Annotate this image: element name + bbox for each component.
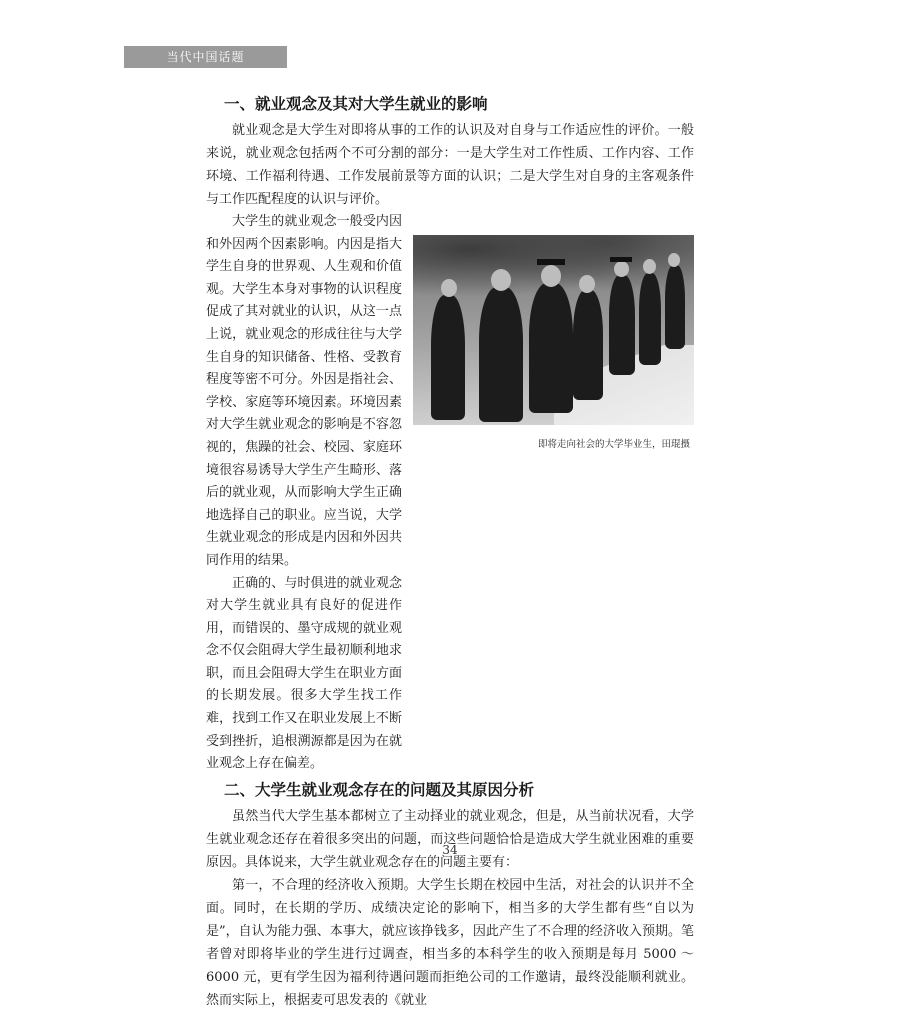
running-header-tag: 当代中国话题 bbox=[124, 46, 287, 68]
figure bbox=[413, 235, 694, 776]
page-content bbox=[206, 92, 694, 1012]
section1-heading: 一、就业观念及其对大学生就业的影响 bbox=[224, 95, 488, 113]
text-figure-block bbox=[206, 211, 694, 776]
section1-para2: 大学生的就业观念一般受内因和外因两个因素影响。内因是指大学生自身的世界观、人生观和价值观。大学生本身对事物的认识程度促成了其对就业的认识，从这一点上说，就业观念的形成往往与大学生自身的知识储备、性格、受教育程度等密不可分。外因是指社会、学校、家庭等环境因素。环境因素对大学生就业观念的影响是不容忽视的，焦躁的社会、校园、家庭环境很容易诱导大学生产生畸形、落后的就业观，从而影响大学生正确地选择自己的职业。应当说，大学生就业观念的形成是内因和外因共同作用的结果。 bbox=[206, 214, 402, 568]
wrapped-text-column bbox=[206, 211, 402, 776]
section2-para1: 虽然当代大学生基本都树立了主动择业的就业观念，但是，从当前状况看，大学生就业观念还存在着很多突出的问题，而这些问题恰恰是造成大学生就业困难的重要原因。具体说来，大学生就业观念存在的问题主要有： bbox=[206, 808, 694, 870]
graduates-photo bbox=[413, 235, 694, 425]
section1-para3: 正确的、与时俱进的就业观念对大学生就业具有良好的促进作用，而错误的、墨守成规的就业观念不仅会阻碍大学生最初顺利地求职，而且会阻碍大学生在职业方面的长期发展。很多大学生找工作难，找到工作又在职业发展上不断受到挫折，追根溯源都是因为在就业观念上存在偏差。 bbox=[206, 575, 402, 772]
section2-para2: 第一，不合理的经济收入预期。大学生长期在校园中生活，对社会的认识并不全面。同时，在长期的学历、成绩决定论的影响下，相当多的大学生都有些“自以为是”，自认为能力强、本事大，就应该挣钱多，因此产生了不合理的经济收入预期。笔者曾对即将毕业的学生进行过调查，相当多的本科学生的收入预期是每月 5000 ～ 6000 元，更有学生因为福利待遇问题而拒绝公司的工作邀请，最终没能顺利就业。然而实际上，根据麦可思发表的《就业 bbox=[206, 877, 694, 1008]
section1-para1: 就业观念是大学生对即将从事的工作的认识及对自身与工作适应性的评价。一般来说，就业观念包括两个不可分割的部分：一是大学生对工作性质、工作内容、工作环境、工作福利待遇、工作发展前景等方面的认识；二是大学生对自身的主客观条件与工作匹配程度的认识与评价。 bbox=[206, 123, 694, 207]
page-number: 34 bbox=[442, 843, 458, 857]
figure-caption: 即将走向社会的大学毕业生，田琨摄 bbox=[537, 439, 690, 450]
section2-heading: 二、大学生就业观念存在的问题及其原因分析 bbox=[224, 780, 535, 799]
